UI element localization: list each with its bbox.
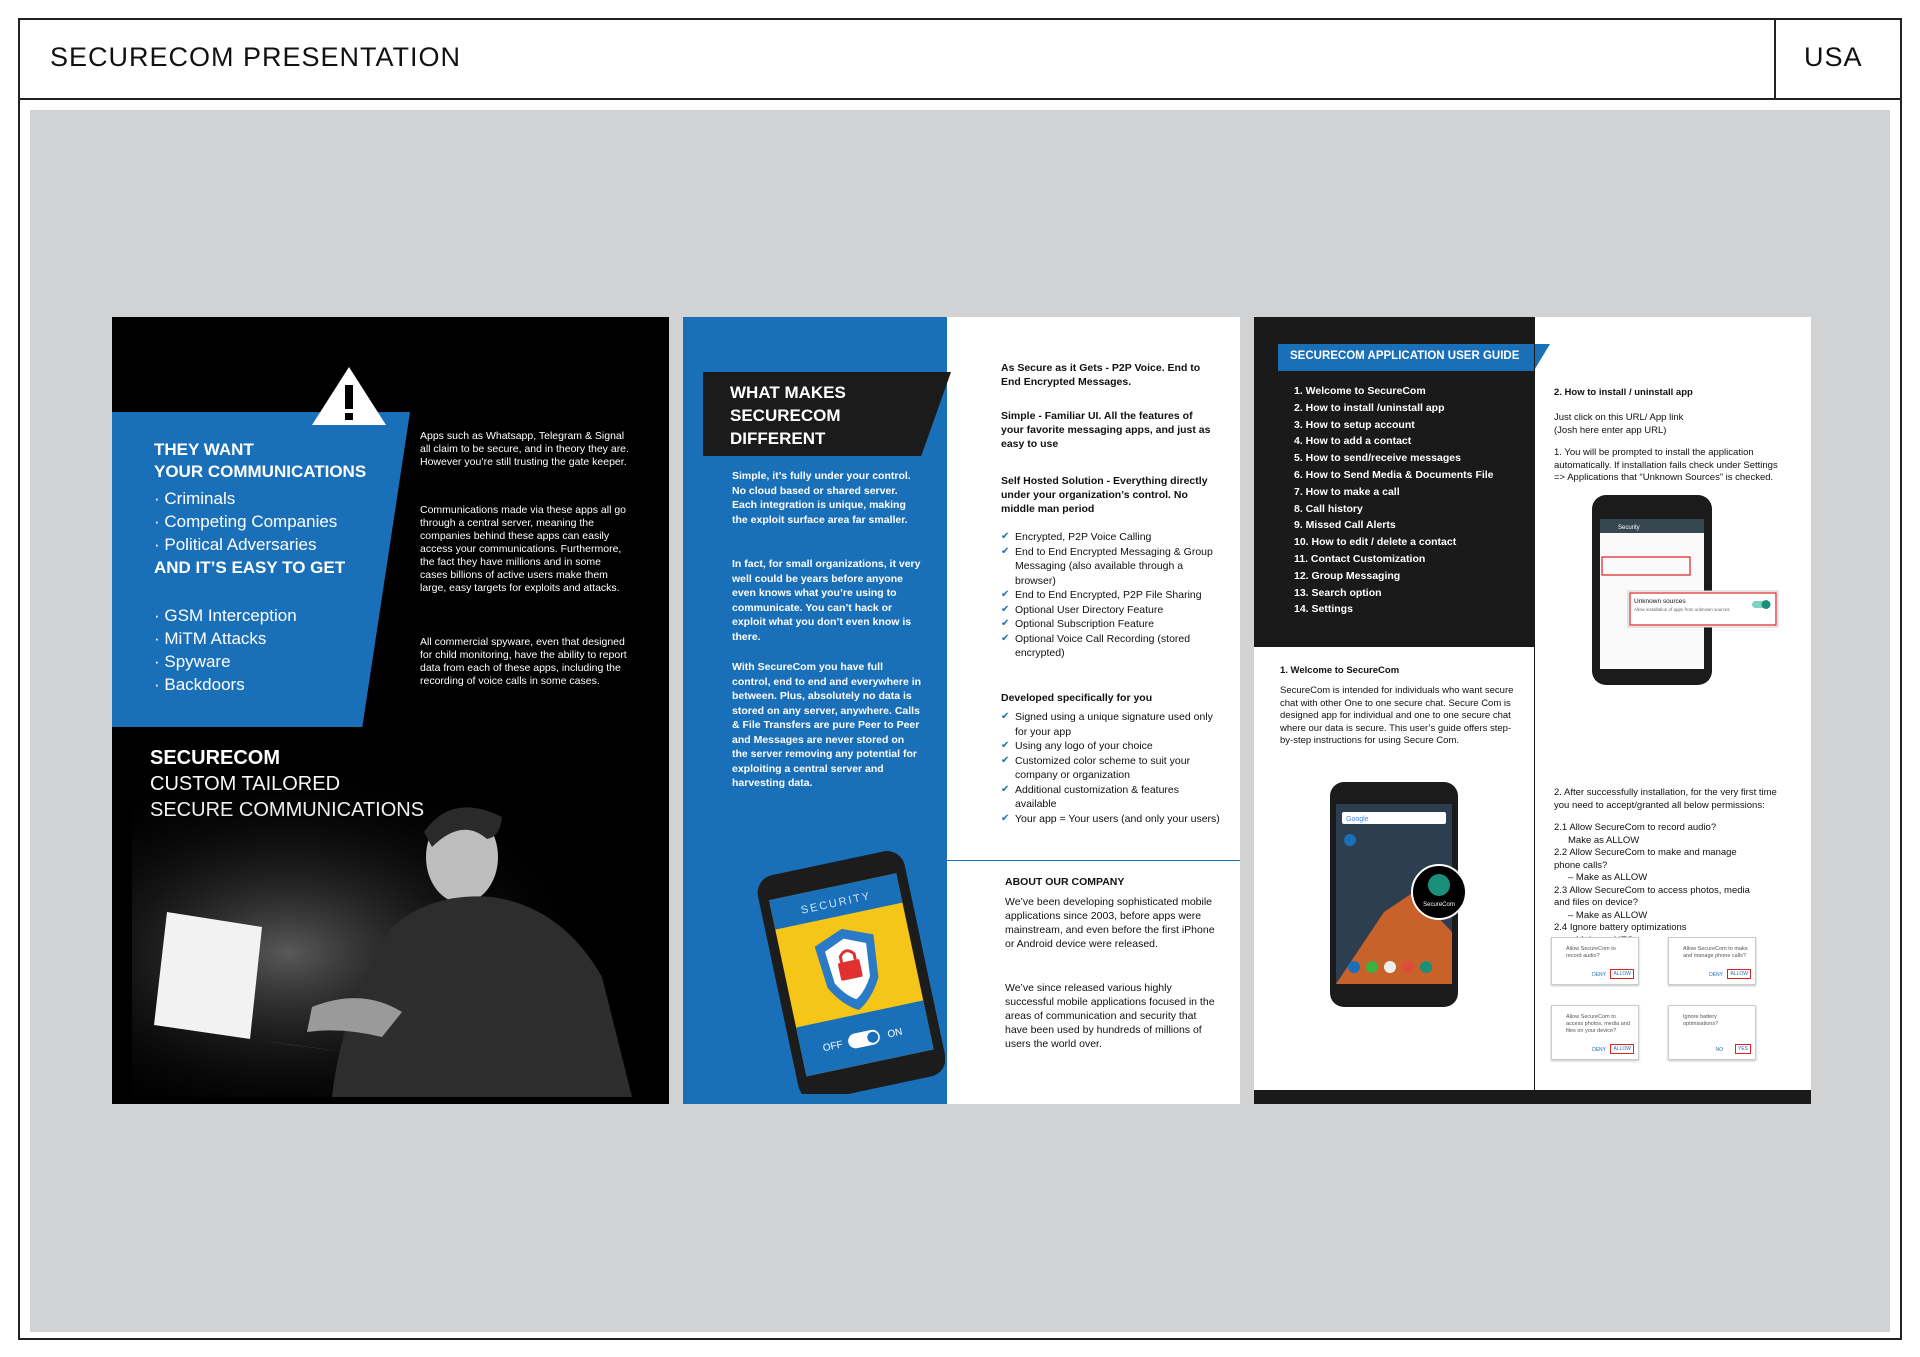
welcome-text: SecureCom is intended for individuals who want secure chat with other One to one secure chat. Secure Com is designed app for individual and one to one secure chat where our data is secure. This user’s guide offers step-by-step instructions for using Secure Com. <box>1280 685 1514 746</box>
install-step: 1. You will be prompted to install the application automatically. If installation fails check under Settings => Applications that “Unknown Sources” is checked. <box>1554 447 1778 483</box>
left-paragraph: Simple, it’s fully under your control. No cloud based or shared server. Each integration is unique, making the exploit surface area far smaller. <box>732 470 911 526</box>
page-title: SECURECOM PRESENTATION <box>50 42 462 72</box>
toc-item: 14. Settings <box>1294 603 1353 616</box>
column-divider <box>1534 317 1535 1090</box>
install-link-text: Just click on this URL/ App link (Josh here enter app URL) <box>1554 412 1684 436</box>
list-item: ✔ End to End Encrypted Messaging & Group Messaging (also available through a browser) <box>1001 545 1221 589</box>
table-of-contents <box>1294 383 1494 618</box>
header-divider <box>1774 20 1776 100</box>
list-item: · Criminals <box>154 489 236 508</box>
dialog-text: Ignore battery optimisations? <box>1683 1014 1719 1027</box>
toc-item: 8. Call history <box>1294 502 1363 515</box>
permission-text: 2.4 Ignore battery optimizations <box>1554 922 1687 933</box>
list-item: · Spyware <box>154 652 231 671</box>
toc-item: 6. How to Send Media & Documents File <box>1294 468 1494 481</box>
title-line: SECURECOM <box>730 406 841 425</box>
method-list <box>154 604 297 696</box>
phone-off-label: OFF <box>821 1039 844 1055</box>
list-item: · MiTM Attacks <box>154 629 267 648</box>
divider <box>947 860 1240 861</box>
toc-item: 7. How to make a call <box>1294 485 1400 498</box>
easy-heading: AND IT’S EASY TO GET <box>154 558 346 577</box>
country-label: USA <box>1804 42 1863 72</box>
permission-step <box>1554 822 1754 947</box>
page-frame <box>18 18 1902 1340</box>
toc-item: 5. How to send/receive messages <box>1294 452 1461 465</box>
dialog-text: Allow SecureCom to make and manage phone calls? <box>1683 946 1748 959</box>
permission-dialog <box>1668 937 1756 985</box>
permission-dialog <box>1668 1005 1756 1060</box>
permission-text: 2.3 Allow SecureCom to access photos, media and files on device? <box>1554 884 1750 908</box>
toc-item: 3. How to setup account <box>1294 418 1415 431</box>
presentation-stage <box>30 110 1890 1332</box>
app-label: SecureCom <box>1423 902 1455 908</box>
brand-name: SECURECOM <box>150 747 281 769</box>
brochure-panel-features <box>683 317 1240 1104</box>
guide-title: SECURECOM APPLICATION USER GUIDE <box>1290 350 1520 362</box>
google-label: Google <box>1346 816 1369 823</box>
section-title <box>730 381 846 450</box>
brochure-panel-threats <box>112 317 669 1104</box>
settings-phone <box>1592 495 1792 685</box>
toc-item: 1. Welcome to SecureCom <box>1294 385 1426 397</box>
left-paragraph: With SecureCom you have full control, end to end and everywhere in between. Plus, absolutely no data is stored on any server, anywhere. Calls & File Transfers are pure Peer to Peer and Messages are never stored on the server removing any potential for exploiting a central server and harvesting data. <box>732 661 922 789</box>
feature-list <box>1001 530 1221 661</box>
toc-item: 10. How to edit / delete a contact <box>1294 536 1457 549</box>
list-item: · Backdoors <box>154 675 245 694</box>
list-item: ✔ Encrypted, P2P Voice Calling <box>1001 530 1221 545</box>
heading-line: THEY WANT <box>154 440 254 459</box>
settings-title: Security <box>1618 525 1640 531</box>
they-want-heading <box>154 439 366 483</box>
permission-dialog <box>1551 1005 1639 1060</box>
title-line: DIFFERENT <box>730 429 826 448</box>
dialog-text: Allow SecureCom to access photos, media and files on your device? <box>1566 1014 1630 1034</box>
list-item: ✔ Optional Voice Call Recording (stored encrypted) <box>1001 632 1221 661</box>
developed-list <box>1001 710 1221 826</box>
install-heading: 2. How to install / uninstall app <box>1554 387 1693 398</box>
security-phone-illustration <box>745 844 945 1094</box>
body-paragraph: Communications made via these apps all go through a central server, meaning the companies behind these apps can easily access your communications. Furthermore, the fact they have millions and in some cases billions of active users make them large, easy targets for exploits and attacks. <box>420 504 627 594</box>
welcome-heading: 1. Welcome to SecureCom <box>1280 665 1400 676</box>
allow-button[interactable]: YES <box>1735 1044 1751 1054</box>
brochure-panel-user-guide <box>1254 317 1811 1104</box>
deny-button[interactable]: DENY <box>1592 972 1606 978</box>
heading-line: YOUR COMMUNICATIONS <box>154 462 367 481</box>
left-paragraph: In fact, for small organizations, it very well could be years before anyone even knows what you’re using to communicate. You can’t hack or exploit what you don’t even know is there. <box>732 558 921 643</box>
settings-unknown-label: Unknown sources <box>1634 598 1686 605</box>
list-item: · Competing Companies <box>154 512 338 531</box>
toc-item: 13. Search option <box>1294 586 1382 599</box>
list-item: · GSM Interception <box>154 606 297 625</box>
deny-button[interactable]: NO <box>1715 1047 1723 1053</box>
permission-text: 2.2 Allow SecureCom to make and manage phone calls? <box>1554 847 1737 871</box>
list-item: ✔ Signed using a unique signature used only for your app <box>1001 710 1221 739</box>
hacker-photo <box>132 777 652 1097</box>
deny-button[interactable]: DENY <box>1709 972 1723 978</box>
allow-button[interactable]: ALLOW <box>1727 969 1751 979</box>
home-screen-phone <box>1324 782 1494 1012</box>
toc-item: 12. Group Messaging <box>1294 569 1401 582</box>
permission-dialog <box>1551 937 1639 985</box>
list-item: ✔ Optional Subscription Feature <box>1001 617 1221 632</box>
phone-security-label: SECURITY <box>799 890 873 917</box>
list-item: · Political Adversaries <box>154 535 317 554</box>
title-line: WHAT MAKES <box>730 383 846 402</box>
allow-button[interactable]: ALLOW <box>1610 969 1634 979</box>
phone-on-label: ON <box>886 1026 904 1041</box>
toc-item: 9. Missed Call Alerts <box>1294 519 1396 532</box>
permission-answer: – Make as ALLOW <box>1568 909 1648 921</box>
allow-button[interactable]: ALLOW <box>1610 1044 1634 1054</box>
permission-text: 2.1 Allow SecureCom to record audio? <box>1554 822 1717 833</box>
body-paragraph: Apps such as Whatsapp, Telegram & Signal all claim to be secure, and in theory they are. However you’re still trusting the gate keeper. <box>420 430 629 468</box>
about-paragraph: We’ve been developing sophisticated mobile applications since 2003, before apps were mainstream, and even before the first iPhone or Android device were released. <box>1005 896 1215 950</box>
settings-unknown-sub: Allow installation of apps from unknown sources <box>1634 607 1730 612</box>
threat-list <box>154 487 337 556</box>
deny-button[interactable]: DENY <box>1592 1047 1606 1053</box>
about-heading: ABOUT OUR COMPANY <box>1005 876 1125 888</box>
about-paragraph: We’ve since released various highly successful mobile applications focused in the areas of communication and security that have been used by hundreds of millions of users the world over. <box>1005 982 1215 1050</box>
right-heading: Simple - Familiar UI. All the features of your favorite messaging apps, and just as easy to use <box>1001 410 1211 450</box>
list-item: ✔ Optional User Directory Feature <box>1001 603 1221 618</box>
toc-item: 4. How to add a contact <box>1294 435 1412 448</box>
permission-answer: Make as ALLOW <box>1568 834 1640 846</box>
list-item: ✔ Using any logo of your choice <box>1001 739 1221 754</box>
right-heading: Self Hosted Solution - Everything directly under your organization’s control. No middle man period <box>1001 475 1208 515</box>
list-item: ✔ Additional customization & features available <box>1001 783 1221 812</box>
toc-item: 2. How to install /uninstall app <box>1294 401 1445 414</box>
bottom-bar <box>1254 1090 1811 1104</box>
install-step: 2. After successfully installation, for the very first time you need to accept/granted all below permissions: <box>1554 787 1777 811</box>
dialog-text: Allow SecureCom to record audio? <box>1566 946 1616 959</box>
header <box>20 20 1900 100</box>
list-item: ✔ Your app = Your users (and only your users) <box>1001 812 1221 827</box>
developed-heading: Developed specifically for you <box>1001 692 1153 704</box>
right-heading: As Secure as it Gets - P2P Voice. End to End Encrypted Messages. <box>1001 362 1201 388</box>
list-item: ✔ End to End Encrypted, P2P File Sharing <box>1001 588 1221 603</box>
toc-item: 11. Contact Customization <box>1294 552 1426 565</box>
list-item: ✔ Customized color scheme to suit your company or organization <box>1001 754 1221 783</box>
body-paragraph: All commercial spyware, even that designed for child monitoring, have the ability to report data from each of these apps, including the recording of voice calls in some cases. <box>420 636 627 687</box>
warning-icon <box>310 365 388 427</box>
permission-answer: – Make as ALLOW <box>1568 872 1648 883</box>
